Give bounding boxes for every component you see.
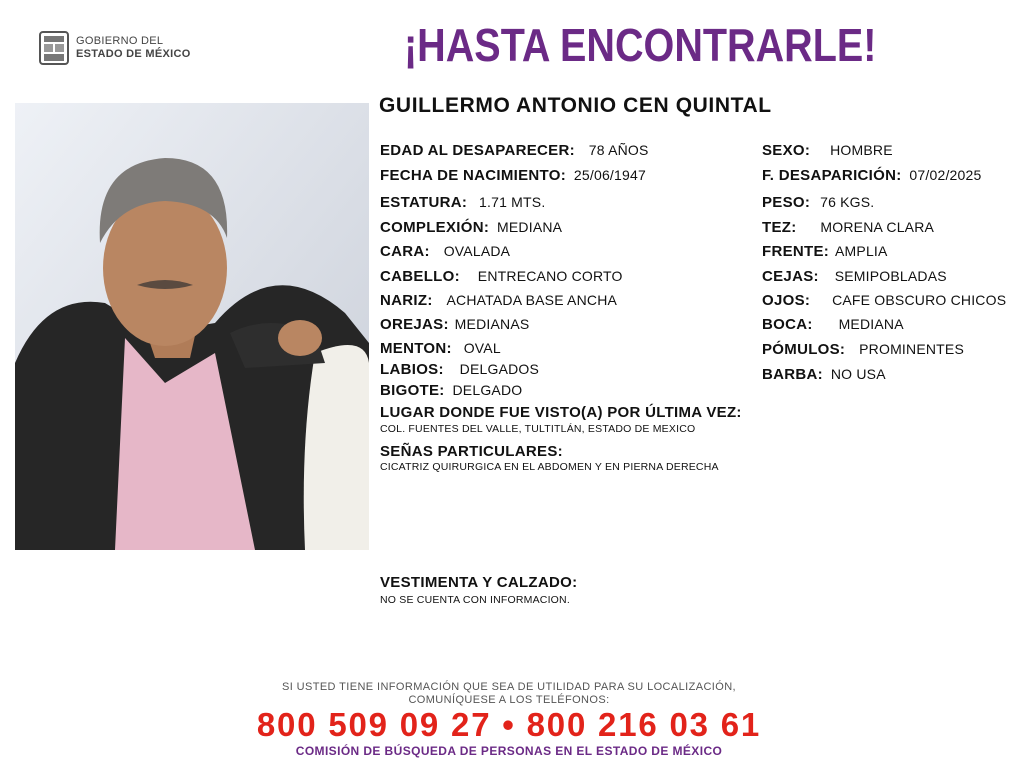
field-label: CEJAS: [762, 268, 819, 285]
field-label: EDAD AL DESAPARECER: [380, 142, 575, 159]
field-value: ENTRECANO CORTO [477, 268, 623, 284]
field-value: MEDIANA [838, 316, 904, 332]
contact-phones: 800 509 09 27 • 800 216 03 61 [256, 706, 762, 743]
field-label: TEZ: [762, 219, 797, 236]
field-label: LUGAR DONDE FUE VISTO(A) POR ÚLTIMA VEZ: [380, 404, 742, 421]
field-moustache [380, 382, 522, 399]
field-value: 78 AÑOS [588, 142, 649, 158]
government-logo [38, 28, 208, 68]
field-value: AMPLIA [835, 243, 888, 259]
state-seal-icon [38, 30, 70, 66]
last-seen-label [380, 404, 742, 421]
headline: ¡HASTA ENCONTRARLE! [404, 19, 877, 71]
field-value: HOMBRE [830, 142, 893, 158]
field-age [380, 142, 649, 159]
field-complexion [762, 219, 934, 236]
field-value: OVAL [463, 340, 501, 356]
commission-name: COMISIÓN DE BÚSQUEDA DE PERSONAS EN EL ESTADO DE MÉXICO [295, 744, 723, 758]
marks-value: CICATRIZ QUIRURGICA EN EL ABDOMEN Y EN PIERNA DERECHA [380, 461, 719, 473]
field-beard [762, 366, 886, 383]
field-value: DELGADOS [459, 361, 540, 377]
field-value: DELGADO [452, 382, 523, 398]
field-label: LABIOS: [380, 361, 444, 378]
field-value: OVALADA [443, 243, 511, 259]
field-value: 76 KGS. [820, 194, 875, 210]
field-height [380, 194, 545, 211]
field-label: FECHA DE NACIMIENTO: [380, 167, 566, 184]
field-value: PROMINENTES [859, 341, 965, 357]
field-label: PESO: [762, 194, 811, 211]
field-label: OREJAS: [380, 316, 449, 333]
field-face [380, 243, 510, 260]
field-label: F. DESAPARICIÓN: [762, 167, 902, 184]
field-eyebrows [762, 268, 947, 285]
field-label: PÓMULOS: [762, 341, 846, 358]
footer-line-2: COMUNÍQUESE A LOS TELÉFONOS: [408, 694, 610, 706]
field-value: MEDIANA [497, 219, 563, 235]
last-seen-value: COL. FUENTES DEL VALLE, TULTITLÁN, ESTADO DE MEXICO [380, 423, 696, 435]
field-build [380, 219, 562, 236]
field-nose [380, 292, 617, 309]
logo-line-2: ESTADO DE MÉXICO [76, 48, 191, 60]
field-value: 1.71 MTS. [479, 194, 546, 210]
field-value: MORENA CLARA [820, 219, 935, 235]
field-label: ESTATURA: [380, 194, 468, 211]
field-label: SEÑAS PARTICULARES: [380, 443, 563, 460]
field-label: SEXO: [762, 142, 811, 159]
field-value: SEMIPOBLADAS [834, 268, 947, 284]
clothing-value: NO SE CUENTA CON INFORMACION. [380, 594, 570, 606]
field-birthdate [380, 167, 646, 184]
field-label: OJOS: [762, 292, 811, 309]
field-value: ACHATADA BASE ANCHA [446, 292, 618, 308]
field-value: NO USA [830, 366, 886, 382]
missing-person-photo [15, 103, 369, 550]
field-forehead [762, 243, 888, 260]
field-label: BARBA: [762, 366, 823, 383]
field-label: CARA: [380, 243, 430, 260]
marks-label [380, 443, 563, 460]
field-label: NARIZ: [380, 292, 433, 309]
field-chin [380, 340, 501, 357]
field-value: 07/02/2025 [909, 167, 982, 183]
clothing-label [380, 574, 577, 591]
field-weight [762, 194, 874, 211]
field-label: CABELLO: [380, 268, 460, 285]
field-hair [380, 268, 623, 285]
field-label: BOCA: [762, 316, 813, 333]
footer-line-1: SI USTED TIENE INFORMACIÓN QUE SEA DE UTILIDAD PARA SU LOCALIZACIÓN, [281, 681, 737, 693]
field-lips [380, 361, 539, 378]
field-label: COMPLEXIÓN: [380, 219, 490, 236]
field-sex [762, 142, 893, 159]
field-value: MEDIANAS [454, 316, 530, 332]
field-label: MENTON: [380, 340, 452, 357]
field-disappearance-date [762, 167, 982, 184]
field-value: CAFE OBSCURO CHICOS [832, 292, 1007, 308]
field-eyes [762, 292, 1006, 309]
field-mouth [762, 316, 904, 333]
field-label: FRENTE: [762, 243, 830, 260]
field-label: VESTIMENTA Y CALZADO: [380, 574, 578, 591]
field-cheekbones [762, 341, 964, 358]
field-value: 25/06/1947 [573, 167, 646, 183]
field-label: BIGOTE: [380, 382, 445, 399]
field-ears [380, 316, 529, 333]
person-name: GUILLERMO ANTONIO CEN QUINTAL [379, 94, 772, 117]
logo-line-1: GOBIERNO DEL [76, 35, 164, 47]
